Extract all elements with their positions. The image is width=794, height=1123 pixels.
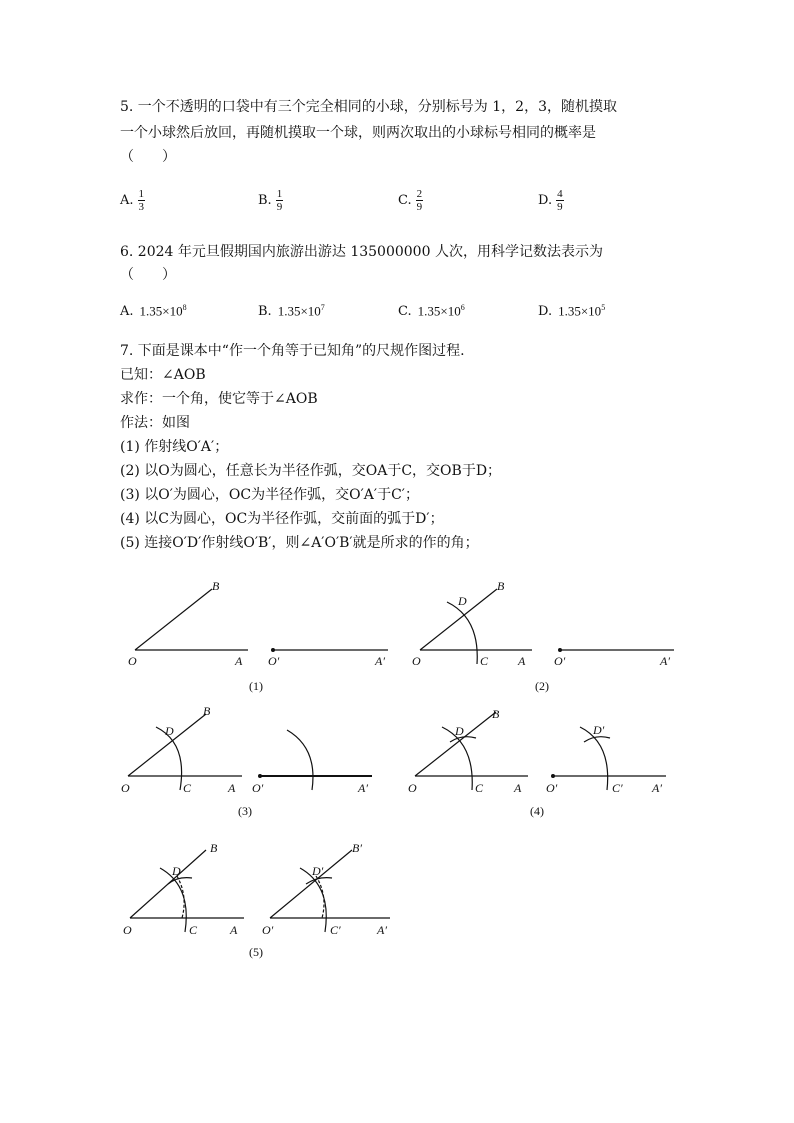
label-b: B (210, 841, 218, 855)
label-a-prime: A′ (652, 781, 662, 795)
label-d: D (455, 724, 464, 738)
label-c: C (183, 781, 192, 795)
label-a-prime: A′ (660, 654, 670, 668)
sci-notation: $1.35\times 10^6$ (417, 303, 465, 319)
q7-title: 7. 下面是课本中“作一个角等于已知角”的尺规作图过程. (120, 343, 465, 359)
sci-notation: $1.35\times 10^8$ (139, 303, 187, 319)
fig2-point-o2 (558, 648, 562, 652)
q5-line1: 5. 一个不透明的口袋中有三个完全相同的小球，分别标号为 1，2，3，随机摸取 (120, 99, 617, 115)
fig4-ray-ob (415, 712, 496, 776)
label-a: A (230, 923, 238, 937)
q7-step-3: (3) 以O′为圆心，OC为半径作弧，交O′A′于C′； (120, 487, 419, 503)
fraction: $\frac{4}{9}$ (557, 188, 563, 213)
q7-step-5: (5) 连接O′D′作射线O′B′，则∠A′O′B′就是所求的作的角； (120, 535, 479, 551)
fig2-arc (447, 602, 477, 664)
label-c-prime: C′ (330, 923, 341, 937)
q6-line2: （ ） (120, 267, 176, 283)
label-o: O (121, 781, 130, 795)
q7-step-1: (1) 作射线O′A′； (120, 439, 229, 455)
fig1-ray-ob (135, 589, 212, 650)
label-o-prime: O′ (252, 781, 264, 795)
label-b: B (497, 579, 505, 593)
q7-known: 已知：∠AOB (120, 367, 206, 383)
q7-method: 作法：如图 (120, 415, 190, 431)
fig1-point-o2 (271, 648, 275, 652)
caption-1: (1) (249, 679, 263, 693)
caption-4: (4) (530, 804, 544, 818)
option-letter: B. (258, 303, 272, 319)
sci-notation: $1.35\times 10^5$ (558, 303, 606, 319)
label-b: B (492, 707, 500, 721)
option-letter: D. (538, 303, 553, 319)
sci-notation: $1.35\times 10^7$ (277, 303, 325, 319)
label-o: O (408, 781, 417, 795)
label-o: O (412, 654, 421, 668)
label-a: A (235, 654, 243, 668)
fraction: $\frac{2}{9}$ (416, 188, 423, 213)
fig5-dashed2 (316, 876, 324, 918)
label-a-prime: A′ (377, 923, 387, 937)
label-d: D (458, 594, 467, 608)
option-letter: D. (538, 193, 553, 208)
label-d-prime: D′ (312, 864, 324, 878)
label-a: A (228, 781, 236, 795)
label-o: O (123, 923, 132, 937)
fig4-point-o2 (551, 774, 555, 778)
fig3-arc2 (287, 730, 313, 790)
option-letter: C. (398, 193, 412, 208)
caption-5: (5) (249, 945, 263, 959)
label-d: D (165, 724, 174, 738)
fig3-point-o2 (258, 774, 262, 778)
q7-find: 求作：一个角，使它等于∠AOB (120, 391, 318, 407)
option-letter: C. (398, 303, 412, 319)
fraction: $\frac{1}{3}$ (138, 188, 145, 213)
label-c-prime: C′ (612, 781, 623, 795)
label-c: C (475, 781, 484, 795)
option-letter: B. (258, 193, 272, 208)
q7-step-4: (4) 以C为圆心，OC为半径作弧，交前面的弧于D′； (120, 511, 444, 527)
label-d-prime: D′ (593, 723, 605, 737)
label-a-prime: A′ (358, 781, 368, 795)
q7-step-2: (2) 以O为圆心，任意长为半径作弧，交OA于C，交OB于D； (120, 463, 502, 479)
label-c: C (480, 654, 489, 668)
q6-line1: 6. 2024 年元旦假期国内旅游出游达 135000000 人次，用科学记数法表示为 (120, 244, 603, 260)
q5-line2: 一个小球然后放回，再随机摸取一个球，则两次取出的小球标号相同的概率是 (120, 125, 596, 141)
label-o-prime: O′ (546, 781, 558, 795)
label-a: A (514, 781, 522, 795)
label-b: B (212, 579, 220, 593)
label-a-prime: A′ (375, 654, 385, 668)
label-o-prime: O′ (268, 654, 280, 668)
label-d: D (172, 864, 181, 878)
label-c: C (189, 923, 198, 937)
label-o-prime: O′ (554, 654, 566, 668)
label-b: B (203, 704, 211, 718)
fraction: $\frac{1}{9}$ (276, 188, 283, 213)
label-o-prime: O′ (262, 923, 274, 937)
label-o: O (128, 654, 137, 668)
q5-line3: （ ） (120, 149, 176, 165)
caption-2: (2) (535, 679, 549, 693)
option-letter: A. (120, 303, 134, 319)
label-b-prime: B′ (352, 841, 362, 855)
fig5-ray-o2b2 (270, 850, 352, 918)
caption-3: (3) (238, 804, 252, 818)
option-letter: A. (120, 193, 134, 208)
label-a: A (518, 654, 526, 668)
